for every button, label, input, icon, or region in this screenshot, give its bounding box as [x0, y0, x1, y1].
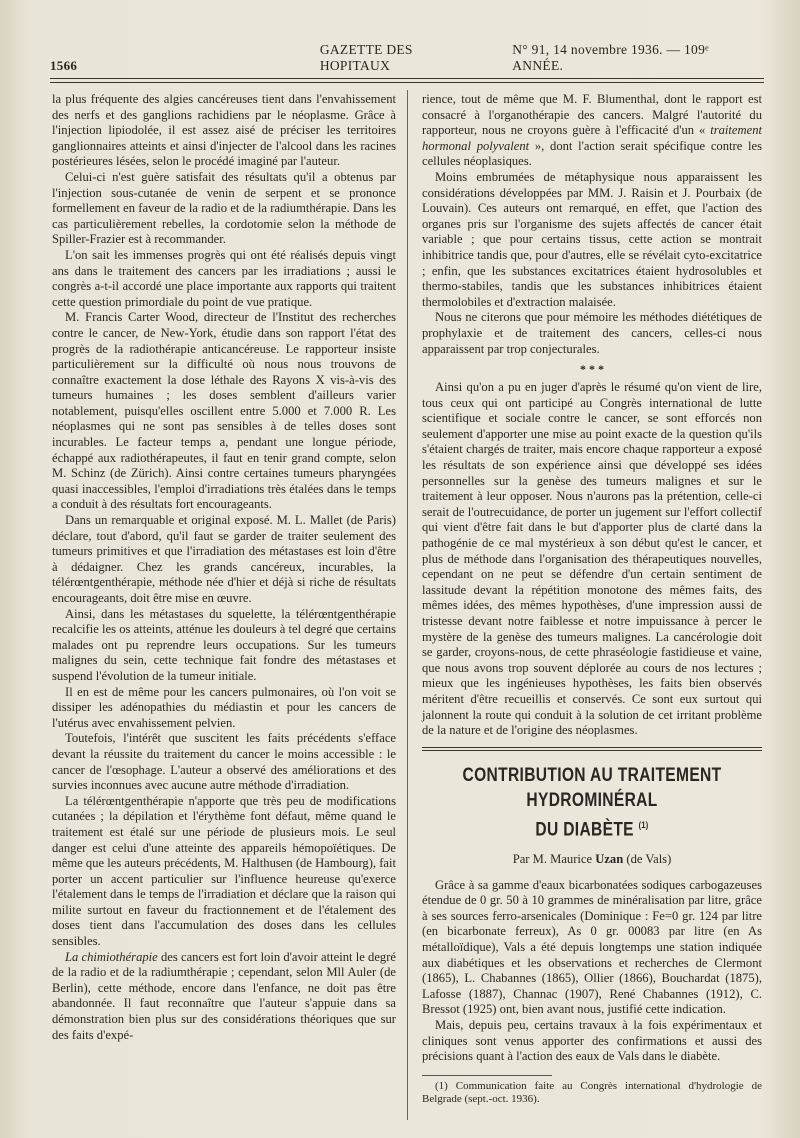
right-column: [422, 92, 762, 1106]
italic-term: La chimiothérapie: [65, 949, 158, 964]
paragraph: la plus fréquente des algies cancéreuses tient dans l'envahissement des nerfs et des ganglions rachidiens par le néoplasme. Grâce à l'injection lipiodolée, il est assez aisé de préciser les territoires ganglionnaires atteints et ainsi d'injecter de l'alcool dans les racines postérieures lésées, selon le procédé imaginé par l'auteur.: [52, 92, 396, 169]
paragraph: Mais, depuis peu, certains travaux à la fois expérimentaux et cliniques sont venus apporter des confirmations et aussi des précisions quant à l'action des eaux de Vals dans le diabète.: [422, 1018, 762, 1064]
header-rule: [50, 78, 764, 83]
article-rule: [422, 747, 762, 751]
left-column: [52, 92, 396, 1043]
footnote: (1) Communication faite au Congrès international d'hydrologie de Belgrade (sept.-oct. 1936).: [422, 1079, 762, 1105]
paragraph: Dans un remarquable et original exposé. M. L. Mallet (de Paris) déclare, tout d'abord, qu'il faut se garder de traiter seulement des tumeurs primitives et que l'irradiation des métastases est loin d'être à dédaigner. Chez les grands cancéreux, incurables, la télérœntgenthérapie, méthode née d'hier et déjà si riche de résultats encourageants, doit être mise en œuvre.: [52, 513, 396, 605]
article-title: CONTRIBUTION AU TRAITEMENT HYDROMINÉRAL DU DIABÈTE $^{(1)}$: [462, 764, 722, 841]
paragraph: Celui-ci n'est guère satisfait des résultats qu'il a obtenus par l'injection sous-cutanée de venin de serpent et se prononce formellement en faveur de la radio et de la radiumthérapie. Dans les cas particulièrement rebelles, la cordotomie selon la méthode de Spiller-Frazier est à recommander.: [52, 169, 396, 247]
paragraph: M. Francis Carter Wood, directeur de l'Institut des recherches contre le cancer, de New-York, étudie dans son rapport l'état des progrès de la radiothérapie anticancéreuse. Le rapporteur insiste particulièrement sur la difficulté où nous nous trouvons de connaître exactement la dose léthale des Rayons X vis-à-vis des tumeurs humaines ; les doses semblent d'ailleurs varier notablement, puisqu'elles oscillent entre 5.000 et 7.000 R. Les néoplasmes qui ne sont pas sensibles à de telles doses sont incurables. Le facteur temps a, pendant une longue période, échappé aux radiothérapeutes, il faut en tenir grand compte, selon M. Schinz (de Zürich). Ainsi contre certaines tumeurs pharyngées quasi inaccessibles, l'emploi d'irradiations très étalées dans le temps a conduit à des résultats fort encourageants.: [52, 310, 396, 512]
paragraph: Toutefois, l'intérêt que suscitent les faits précédents s'efface devant la réussite du traitement du cancer le moins accessible : le cancer de l'œsophage. L'auteur a observé des améliorations et des survies inconnues avec aucune autre méthode d'irradiation.: [52, 731, 396, 793]
paragraph: Moins embrumées de métaphysique nous apparaissent les considérations développées par MM. J. Raisin et J. Pourbaix (de Louvain). Ces auteurs ont remarqué, en effet, que l'action des organes pris sur l'organisme des sujets affectés de cancer était variable ; que pour certains tissus, cette action se montrait inhibitrice tandis que, pour d'autres, elle se révélait cyto-excitatrice ; enfin, que les substances excitatrices étaient hydrosolubles et thermo-stabiles, tandis que les substances inhibitrices étaient thermolobiles et d'extraction malaisée.: [422, 169, 762, 309]
paragraph: Grâce à sa gamme d'eaux bicarbonatées sodiques carbogazeuses étendue de 0 gr. 50 à 10 grammes de minéralisation par litre, grâce à ses sources ferro-arsenicales (Dominique : Fe=0 gr. 124 par litre (en bicarbonate ferreux), As 0 gr. 00083 par litre (en As métalloïdique), Vals a été depuis longtemps une station indiquée aux diabétiques et les observations et recherches de Clermont (1865), L. Chabannes (1865), Ollier (1866), Bouchardat (1875), Lafosse (1887), Channac (1907), René Chabannes (1912), C. Bressot (1925) ont, bien avant nous, justifié cette indication.: [422, 877, 762, 1017]
paragraph: L'on sait les immenses progrès qui ont été réalisés depuis vingt ans dans le traitement des cancers par les irradiations ; aussi le congrès a-t-il accordé une place importante aux rapports qui traitent cette question primordiale du point de vue pratique.: [52, 247, 396, 309]
page-number: 1566: [50, 58, 78, 73]
page-header: [50, 42, 762, 74]
paragraph: Ainsi, dans les métastases du squelette, la télérœntgenthérapie recalcifie les os atteints, atténue les douleurs à tel degré que certains malades ont pu reprendre leurs occupations. Sur les tumeurs malignes du sein, cette technique fait fondre des métastases et suspend l'évolution de la tumeur initiale.: [52, 606, 396, 683]
footnote-rule: [422, 1075, 552, 1076]
issue-info: N° 91, 14 novembre 1936. — 109ᵉ ANNÉE.: [512, 42, 709, 73]
article-author: Par M. Maurice Uzan (de Vals): [512, 852, 672, 867]
paragraph: Ainsi qu'on a pu en juger d'après le résumé qu'on vient de lire, tous ceux qui ont participé au Congrès international de lutte scientifique et sociale contre le cancer, se sont efforcés non seulement d'apporter une mise au point exacte de la question qu'ils s'étaient chargés de traiter, mais encore chaque rapporteur a exposé les résultats de son expérience ainsi que développé ses idées personnelles sur la genèse des tumeurs malignes et sur le traitement à leur opposer. Nous n'aurons pas la prétention, celle-ci serait de l'outrecuidance, de porter un jugement sur l'effort collectif qui vient d'être fait dans le but d'apporter plus de clarté dans la pathogénie de ce mal mystérieux à son début qu'est le cancer, et plus de méthode dans l'organisation des thérapeutiques nouvelles, cependant on ne peut se défendre d'un certain sentiment de lassitude devant la répétition monotone des mêmes faits, des mêmes idées, des mêmes hypothèses, d'une impression aussi de tristesse devant notre faiblesse et notre impuissance à percer le mystère de la genèse des tumeurs malignes. La cancérologie doit se garder, croyons-nous, de cette phraséologie fastidieuse et vaine, que nous avons trop souvent déplorée au cours de nos lectures ; mieux que les ingénieuses hypothèses, les faits bien observés méritent d'être recueillis et conservés. Ce sont eux surtout qui jalonnent la route qui conduit à la solution de cet irritant problème de la nature et de l'origine des néoplasmes.: [422, 380, 762, 738]
paragraph: rience, tout de même que M. F. Blumenthal, dont le rapport est consacré à l'organothérapie des cancers. Malgré l'autorité du rapporteur, nous ne croyons guère à l'efficacité d'un « traitement hormonal polyvalent », dont l'action serait spécifique contre les cellules néoplasiques.: [422, 92, 762, 169]
paragraph: Il en est de même pour les cancers pulmonaires, où l'on voit se dissiper les adénopathies du médiastin et pour les cancers de l'utérus avec envahissement pelvien.: [52, 684, 396, 730]
journal-title: GAZETTE DES HOPITAUX: [319, 42, 413, 73]
paragraph: Nous ne citerons que pour mémoire les méthodes diététiques de prophylaxie et de traitement des cancers, celles-ci nous apparaissent par trop conjecturales.: [422, 310, 762, 356]
paragraph: La chimiothérapie des cancers est fort loin d'avoir atteint le degré de la radio et de la radiumthérapie ; cependant, selon Mll Auler (de Berlin), cette méthode, encore dans l'enfance, ne doit pas être abandonnée. Il faut reconnaître que l'auteur s'appuie dans sa démonstration bien plus sur des considérations théoriques que sur des faits d'expé-: [52, 949, 396, 1042]
paragraph: La télérœntgenthérapie n'apporte que très peu de modifications cutanées ; la dépilation et l'érythème font défaut, même quand le traitement est étalé sur une période de plusieurs mois. Le seul danger est celui d'une atteinte des appareils hémopoïétiques. De même que les auteurs précédents, M. Halthusen (de Hambourg), fait porter un accent particulier sur l'influence heureuse qu'exerce l'étalement dans le temps de l'irradiation et déclare que la raison qui milite surtout en faveur du fractionnement et de l'étalement des doses tient dans l'accumulation des doses dans les cellules sensibles.: [52, 793, 396, 949]
italic-term: traitement hormonal polyvalent: [422, 123, 762, 153]
section-separator: * * *: [580, 362, 604, 377]
column-divider: [407, 90, 408, 1120]
